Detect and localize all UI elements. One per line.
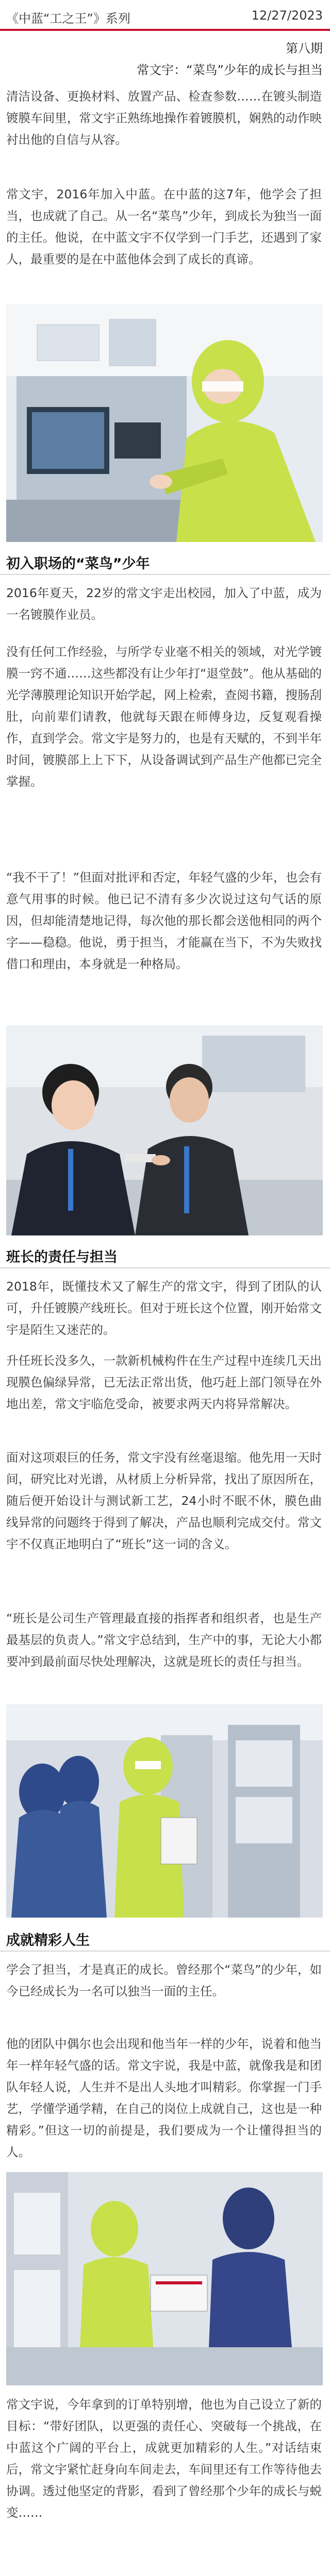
article-subtitle: 常文宇：“菜鸟”少年的成长与担当 bbox=[137, 63, 323, 77]
section-title: 初入职场的“菜鸟”少年 bbox=[6, 556, 150, 572]
intro-paragraph: 常文宇，2016年加入中蓝。在中蓝的这7年，他学会了担当，也成就了自己。从一名“菜鸟”少年，到成长为独当一面的主任。他说，在中蓝文宇不仅学到一门手艺，还遇到了家人，最重要的是在中蓝他体会到了成长的真谛。 bbox=[6, 187, 322, 266]
section-title: 成就精彩人生 bbox=[6, 1933, 90, 1948]
photo-mentoring bbox=[6, 1025, 323, 1235]
section-paragraph: 没有任何工作经验，与所学专业毫不相关的领域，对光学镀膜一窍不通……这些都没有让少年打“退堂鼓”。他从基础的光学薄膜理论知识开始学起，网上检索，查阅书籍，搜肠刮肚，向前辈们请教，他就每天跟在师傅身边，反复观看操作，直到学会。常文宇是努力的，也是有天赋的，不到半年时间，镀膜部上上下下，从设备调试到产品生产他都已完全掌握。 bbox=[6, 645, 322, 789]
section-paragraph: 升任班长没多久，一款新机械构件在生产过程中连续几天出现膜色偏绿异常，已无法正常出货，他巧赶上部门领导在外地出差，常文宇临危受命，被要求两天内将异常解决。 bbox=[6, 1353, 322, 1411]
section-divider bbox=[0, 1951, 330, 1952]
article-header bbox=[0, 0, 330, 30]
section-paragraph: 面对这项艰巨的任务，常文宇没有丝毫退缩。他先用一天时间，研究比对光谱，从材质上分析异常，找出了原因所在，随后便开始设计与测试新工艺，24小时不眠不休，膜色曲线异常的问题终于得到了解决，产品也顺利完成交付。常文宇不仅真正地明白了“班长”这一词的含义。 bbox=[6, 1450, 322, 1551]
photo-clean-room-team bbox=[6, 1704, 323, 1918]
section-title: 班长的责任与担当 bbox=[6, 1249, 118, 1265]
intro-paragraph: 清洁设备、更换材料、放置产品、检查参数……在镀头制造镀膜车间里，常文宇正熟练地操作着镀膜机，娴熟的动作映衬出他的自信与从容。 bbox=[6, 89, 322, 147]
section-paragraph: “班长是公司生产管理最直接的指挥者和组织者，也是生产最基层的负责人。”常文宇总结到，生产中的事，无论大小都要冲到最前面尽快处理解决，这就是班长的责任与担当。 bbox=[6, 1611, 322, 1669]
series-title: 《中蓝“工之王”》系列 bbox=[6, 11, 130, 26]
photo-operator-at-machine bbox=[6, 304, 323, 542]
section-paragraph: 常文宇说，今年拿到的订单特别增，他也为自己设立了新的目标：“带好团队，以更强的责任心、突破每一个挑战，在中蓝这个广阔的平台上，成就更加精彩的人生。”对话结束后，常文宇紧忙赶身向车间走去，车间里还有工作等待他去协调。透过他坚定的背影，看到了曾经那个少年的成长与蜕变…… bbox=[6, 2397, 322, 2520]
section-paragraph: 2018年，既懂技术又了解生产的常文宇，得到了团队的认可，升任镀膜产线班长。但对于班长这个位置，刚开始常文宇是陌生又迷茫的。 bbox=[6, 1279, 322, 1337]
section-divider bbox=[0, 1267, 330, 1268]
section-paragraph: 2016年夏天，22岁的常文宇走出校园，加入了中蓝，成为一名镀膜作业员。 bbox=[6, 586, 322, 622]
photo-instructing-colleague bbox=[6, 2172, 323, 2385]
issue-number: 第八期 bbox=[286, 41, 323, 56]
section-paragraph: “我不干了！”但面对批评和否定，年轻气盛的少年，也会有意气用事的时候。他已记不清有多少次说过这句气话的原因，但却能清楚地记得，每次他的那长都会送他相同的两个字——稳稳。他说，勇于担当，才能赢在当下，不为失败找借口和理由，本身就是一种格局。 bbox=[6, 870, 322, 971]
header-divider bbox=[0, 29, 330, 31]
section-divider bbox=[0, 574, 330, 575]
section-paragraph: 他的团队中偶尔也会出现和他当年一样的少年，说着和他当年一样年轻气盛的话。常文宇说，我是中蓝，就像我是和团队年轻人说，人生并不是出人头地才叫精彩。你掌握一门手艺，学懂学通学精，在自己的岗位上成就自己，这也是一种精彩。”但这一切的前提是，我们要成为一个让懂得担当的人。 bbox=[6, 2037, 322, 2159]
section-paragraph: 学会了担当，才是真正的成长。曾经那个“菜鸟”的少年，如今已经成长为一名可以独当一面的主任。 bbox=[6, 1962, 322, 1998]
publish-date: 12/27/2023 bbox=[251, 8, 323, 23]
